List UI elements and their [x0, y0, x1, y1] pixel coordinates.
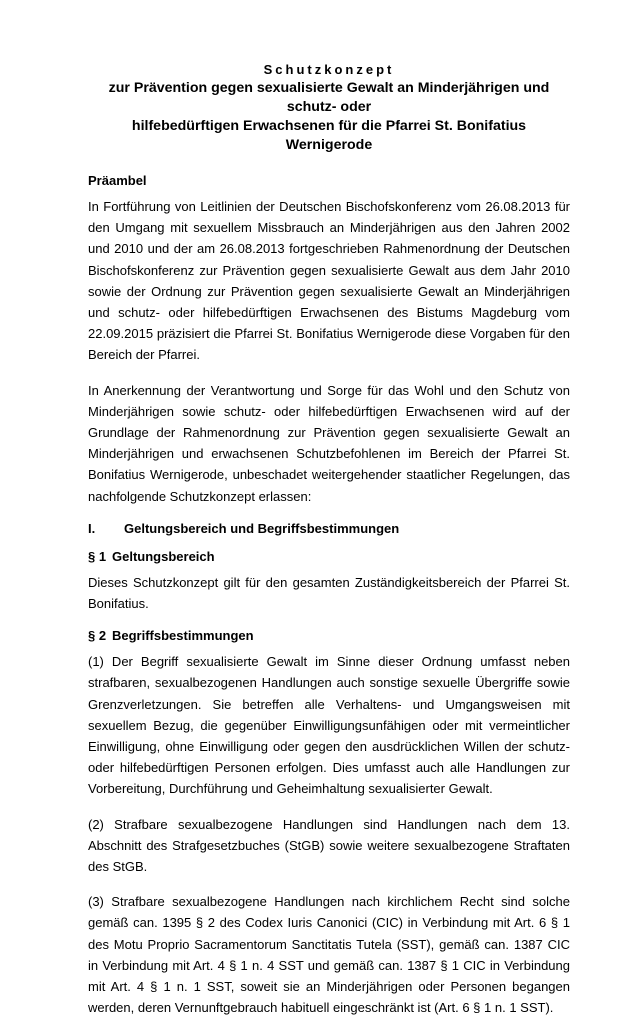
paragraph-2-heading	[88, 627, 570, 645]
section-1-heading	[88, 520, 570, 538]
document-subtitle-line2: hilfebedürftigen Erwachsenen für die Pfarrei St. Bonifatius Wernigerode	[131, 118, 527, 153]
preamble-heading: Präambel	[88, 173, 147, 188]
preamble-paragraph-1	[88, 196, 570, 366]
preamble-paragraph-2-text: In Anerkennung der Verantwortung und Sorge für das Wohl und den Schutz von Minderjährigen sowie schutz- oder hilfebedürftigen Erwachsenen wird auf der Grundlage der Rahmenordnung zur Prävention gegen sexualisierte Gewalt an Minderjährigen und erwachsenen Schutzbefohlenen im Bereich der Pfarrei St. Bonifatius Wernigerode, unbeschadet weitergehender staatlicher Regelungen, das nachfolgende Schutzkonzept erlassen:	[88, 382, 570, 504]
paragraph-1-text	[88, 572, 570, 614]
paragraph-2-clause-3	[88, 891, 570, 1018]
paragraph-1-title: Geltungsbereich	[112, 548, 215, 564]
paragraph-1-number: § 1	[88, 548, 107, 564]
document-title: Schutzkonzept	[263, 62, 395, 77]
clause-1-text: (1) Der Begriff sexualisierte Gewalt im Sinne dieser Ordnung umfasst neben strafbaren, sexualbezogenen Handlungen auch sonstige sexuelle Übergriffe sowie Grenzverletzungen. Sie betreffen alle Verhaltens- und Umgangsweisen mit sexuellem Bezug, die gegenüber Einwilligungsunfähigen oder mit vermeintlicher Einwilligung, ohne Einwilligung oder gegen den ausdrücklichen Willen der schutz- oder hilfebedürftigen Personen erfolgen. Dies umfasst auch alle Handlungen zur Vorbereitung, Durchführung und Geheimhaltung sexualisierter Gewalt.	[88, 654, 570, 797]
paragraph-2-clause-1	[88, 651, 570, 799]
section-1-title: Geltungsbereich und Begriffsbestimmungen	[124, 520, 400, 536]
section-1-number: I.	[88, 520, 96, 536]
preamble-paragraph-1-text: In Fortführung von Leitlinien der Deutschen Bischofskonferenz vom 26.08.2013 für den Umgang mit sexuellem Missbrauch an Minderjährigen aus den Jahren 2002 und 2010 und der am 26.08.2013 fortgeschrieben Rahmenordnung der Deutschen Bischofskonferenz zur Prävention gegen sexualisierte Gewalt aus dem Jahr 2010 sowie der Ordnung zur Prävention gegen sexualisierte Gewalt an Minderjährigen und schutz- oder hilfebedürftigen Erwachsenen des Bistums Magdeburg vom 22.09.2015 präzisiert die Pfarrei St. Bonifatius Wernigerode diese Vorgaben für den Bereich der Pfarrei.	[88, 199, 570, 363]
paragraph-2-title: Begriffsbestimmungen	[112, 628, 254, 644]
paragraph-1-body: Dieses Schutzkonzept gilt für den gesamten Zuständigkeitsbereich der Pfarrei St. Bonifatius.	[88, 574, 570, 612]
preamble-paragraph-2	[88, 380, 570, 507]
paragraph-2-number: § 2	[88, 628, 107, 644]
document-page	[88, 60, 570, 1019]
clause-2-text: (2) Strafbare sexualbezogene Handlungen sind Handlungen nach dem 13. Abschnitt des Strafgesetzbuches (StGB) sowie weitere sexualbezogene Straftaten des StGB.	[88, 816, 570, 875]
document-subtitle-line1: zur Prävention gegen sexualisierte Gewalt an Minderjährigen und schutz- oder	[108, 80, 550, 115]
paragraph-2-clause-2	[88, 814, 570, 878]
paragraph-1-heading	[88, 548, 570, 566]
clause-3-text: (3) Strafbare sexualbezogene Handlungen nach kirchlichem Recht sind solche gemäß can. 1395 § 2 des Codex Iuris Canonici (CIC) in Verbindung mit Art. 6 § 1 des Motu Proprio Sacramentorum Sanctitatis Tutela (SST), gemäß can. 1387 CIC in Verbindung mit Art. 4 § 1 n. 4 SST und gemäß can. 1387 § 1 CIC in Verbindung mit Art. 4 § 1 n. 1 SST, soweit sie an Minderjährigen oder Personen begangen werden, deren Vernunftgebrauch habituell eingeschränkt ist (Art. 6 § 1 n. 1 SST).	[88, 894, 570, 1016]
